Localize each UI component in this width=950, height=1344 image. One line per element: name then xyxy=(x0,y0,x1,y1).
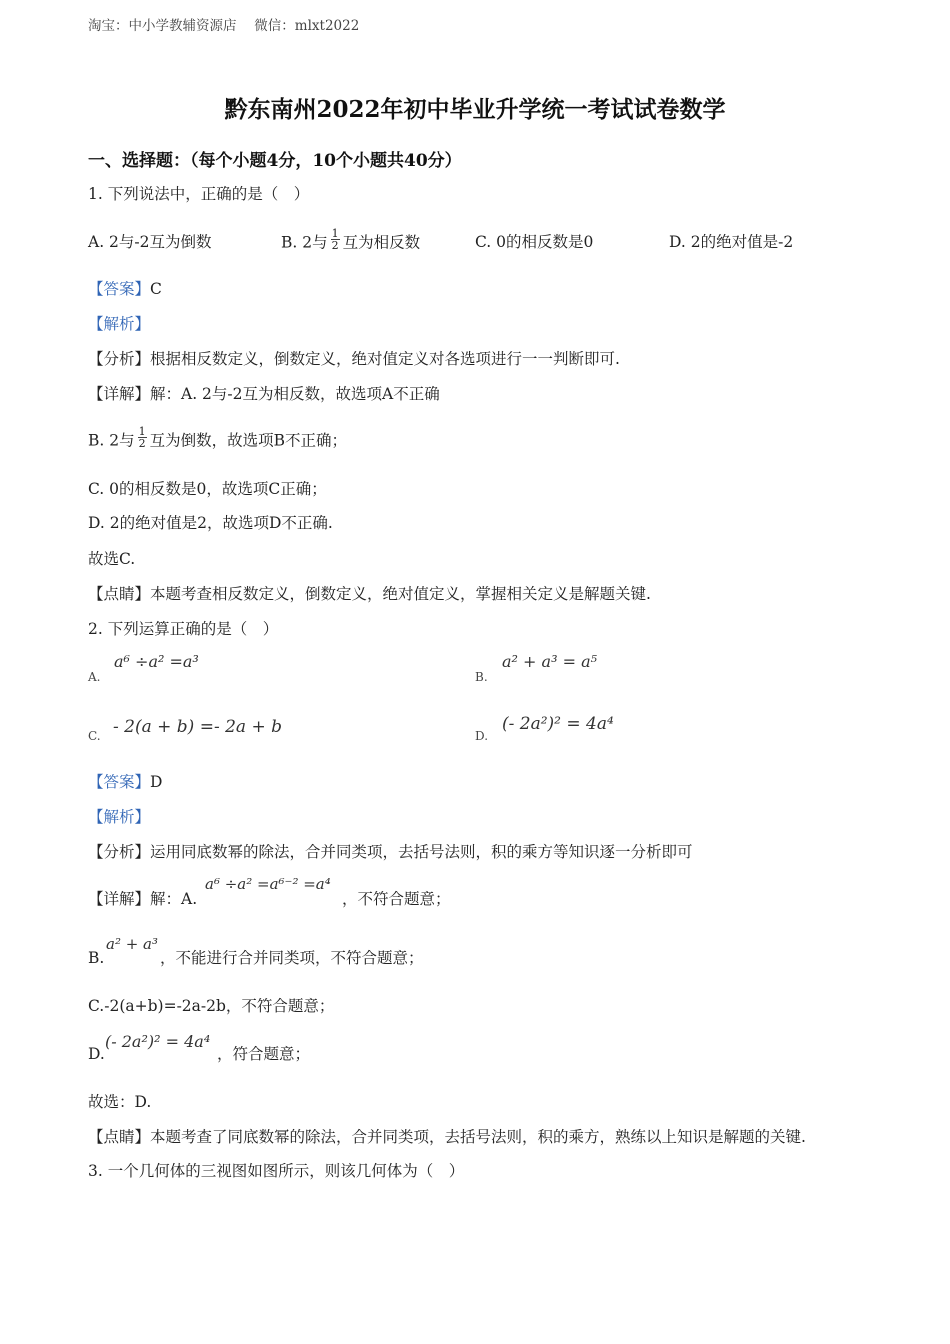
q1-detail-b: B. 2与 $\frac{1}{2}$ 互为倒数，故选项B不正确； xyxy=(88,425,348,450)
q2-stem: 2. 下列运算正确的是（ ） xyxy=(88,620,279,638)
q1-option-b: B. 2与 $\frac{1}{2}$ 互为相反数 xyxy=(281,227,421,252)
q2-option-a-expr: a⁶ ÷a² =a³ xyxy=(114,652,199,671)
fraction-half: $\frac{1}{2}$ xyxy=(138,425,146,450)
q1-option-a: A. 2与-2互为倒数 xyxy=(88,233,212,251)
q2-dianjing: 【点睛】本题考查了同底数幂的除法，合并同类项，去括号法则，积的乘方，熟练以上知识是解题的关键. xyxy=(88,1128,806,1146)
q2-option-c-expr: - 2(a + b) =- 2a + b xyxy=(113,717,282,737)
q1-analysis-label: 【解析】 xyxy=(88,315,151,333)
q2-fenxi: 【分析】运用同底数幂的除法，合并同类项，去括号法则，积的乘方等知识逐一分析即可 xyxy=(88,843,693,861)
q2-option-c-label: C. xyxy=(88,729,101,743)
q2-detail-c: C.-2(a+b)=-2a-2b，不符合题意； xyxy=(88,997,335,1015)
q2-option-b-label: B. xyxy=(475,670,488,684)
q2-analysis-label: 【解析】 xyxy=(88,808,151,826)
q2-detail-b-prefix: B. xyxy=(88,949,105,967)
q1-answer: 【答案】C xyxy=(88,280,162,298)
q2-answer: 【答案】D xyxy=(88,773,163,791)
q1-stem: 1. 下列说法中，正确的是（ ） xyxy=(88,185,310,203)
q1-choice: 故选C. xyxy=(88,550,136,568)
q1-detail-c: C. 0的相反数是0，故选项C正确； xyxy=(88,480,327,498)
q1-dianjing: 【点睛】本题考查相反数定义，倒数定义，绝对值定义，掌握相关定义是解题关键. xyxy=(88,585,651,603)
q2-detail-d-suffix: ，符合题意； xyxy=(217,1045,311,1063)
q1-detail-a: 【详解】解：A. 2与-2互为相反数，故选项A不正确 xyxy=(88,385,440,403)
q2-detail-a-expr: a⁶ ÷a² =a⁶⁻² =a⁴ xyxy=(205,875,331,893)
page-header: 淘宝：中小学教辅资源店 微信：mlxt2022 xyxy=(88,18,360,34)
exam-title: 黔东南州2022年初中毕业升学统一考试试卷数学 xyxy=(224,96,726,123)
q2-option-d-expr: (- 2a²)² = 4a⁴ xyxy=(502,714,614,734)
q2-option-b-expr: a² + a³ = a⁵ xyxy=(502,652,598,671)
q1-option-d: D. 2的绝对值是-2 xyxy=(669,233,794,251)
q2-option-a-label: A. xyxy=(88,670,101,684)
q1-option-c: C. 0的相反数是0 xyxy=(475,233,594,251)
q3-stem: 3. 一个几何体的三视图如图所示，则该几何体为（ ） xyxy=(88,1162,465,1180)
fraction-half: $\frac{1}{2}$ xyxy=(331,227,339,252)
q2-detail-d-prefix: D. xyxy=(88,1045,105,1063)
q2-detail-d-expr: (- 2a²)² = 4a⁴ xyxy=(105,1032,211,1051)
q1-detail-d: D. 2的绝对值是2，故选项D不正确. xyxy=(88,514,333,532)
q2-detail-b-suffix: ，不能进行合并同类项，不符合题意； xyxy=(160,949,424,967)
q2-choice: 故选：D. xyxy=(88,1093,152,1111)
q2-detail-b-expr: a² + a³ xyxy=(106,935,159,953)
q2-detail-a-suffix: ，不符合题意； xyxy=(342,890,451,908)
q2-detail-a-prefix: 【详解】解：A. xyxy=(88,890,198,908)
q2-option-d-label: D. xyxy=(475,729,489,743)
q1-fenxi: 【分析】根据相反数定义，倒数定义，绝对值定义对各选项进行一一判断即可. xyxy=(88,350,620,368)
section-heading: 一、选择题：（每个小题4分，10个小题共40分） xyxy=(88,151,462,171)
